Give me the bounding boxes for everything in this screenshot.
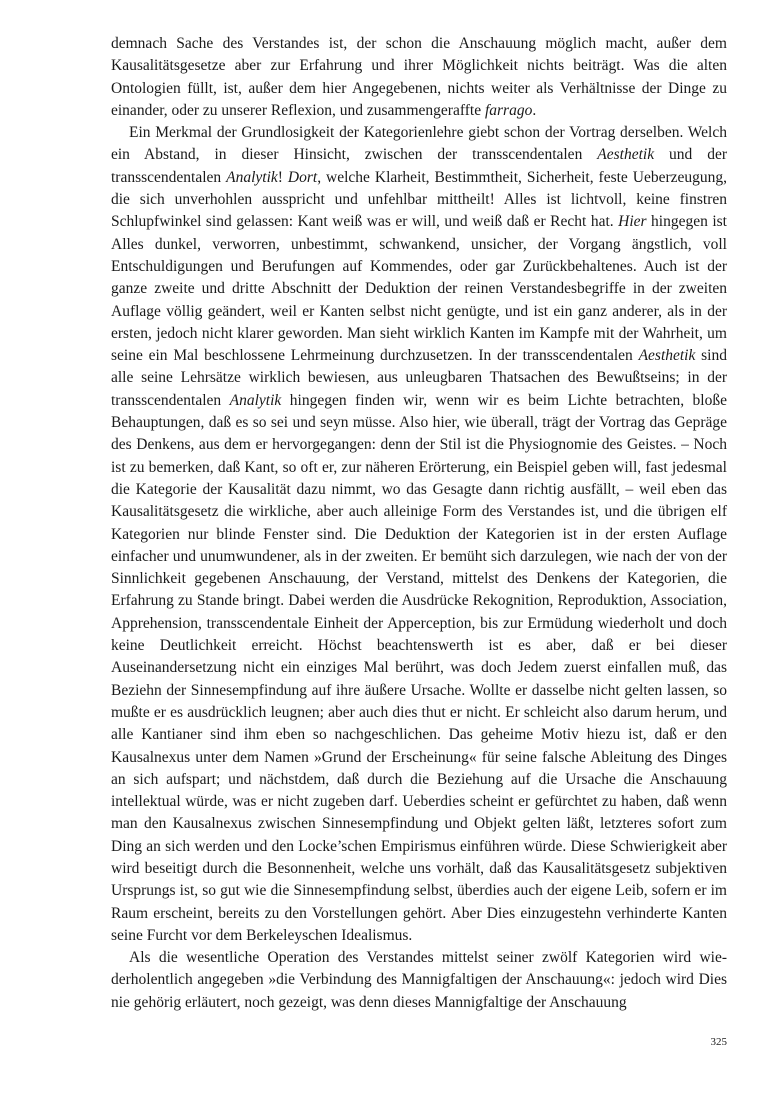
text-run: , welche Klarheit, Bestimmtheit, Sicherheit, feste Ueberzeugung, die sich unverhohlen ausspricht und unfehlbar mittheilt! Alles ist lichtvoll, keine finstren Schlupfwinkel sind gelassen: Kant weiß was er will, und weiß daß er Recht hat. <box>111 168 727 231</box>
italic-text: Aesthetik <box>597 146 655 164</box>
text-run: Als die wesentliche Operation des Verstandes mittelst seiner zwölf Kategorien wird wiederholentlich angegeben »die Verbindung des Mannigfaltigen der Anschauung«: jedoch wird Dies nie gehörig erläutert, noch gezeigt, was denn dieses Mannigfaltige der Anschauung <box>111 949 727 1011</box>
page-body <box>111 33 727 1014</box>
text-run: demnach Sache des Verstandes ist, der schon die Anschauung möglich macht, außer dem Kausalitätsgesetze aber zur Erfahrung und ihrer Möglichkeit nichts beiträgt. Was die alten Ontologien füllt, ist, außer dem hier Angegebenen, nichts weiter als Verhältnisse der Dinge zu einander, oder zu unserer Reflexion, und zusammengeraffte <box>111 35 727 119</box>
text-run: Ein Merkmal der Grundlosigkeit der Kategorienlehre giebt schon der Vortrag derselben. Welch ein Abstand, in dieser Hinsicht, zwischen der transscendentalen <box>111 124 727 164</box>
paragraph <box>111 122 727 947</box>
paragraph <box>111 33 727 122</box>
italic-text: Dort <box>287 168 318 186</box>
italic-text: Analytik <box>226 168 278 186</box>
italic-text: Analytik <box>229 391 282 409</box>
text-run: ! <box>277 168 288 186</box>
text-run: . <box>532 101 537 119</box>
italic-text: Hier <box>618 213 647 231</box>
text-run: sind alle seine Lehrsätze wirklich bewiesen, aus unleugbaren Thatsachen des Bewußtseins; in der transscendentalen <box>111 347 727 409</box>
page-number: 325 <box>710 1036 727 1048</box>
text-run: hingegen finden wir, wenn wir es beim Lichte betrachten, bloße Behauptungen, daß es so sei und seyn müsse. Also hier, wie überall, trägt der Vortrag das Gepräge des Denkens, aus dem er hervorgegangen: denn der Stil ist die Physiognomie des Geistes. – Noch ist zu bemerken, daß Kant, so oft er, zur näheren Erörterung, ein Beispiel geben will, fast jedesmal die Kategorie der Kausalität dazu nimmt, wo das Gesagte dann richtig ausfällt, – weil eben das Kausalitätsgesetz die wirkliche, aber auch alleinige Form des Verstandes ist, und die übrigen elf Kategorien nur blinde Fenster sind. Die Deduktion der Kategorien ist in der ersten Auflage einfacher und unumwundener, als in der zweiten. Er bemüht sich darzulegen, wie nach der von der Sinnlichkeit gegebenen Anschauung, der Verstand, mittelst des Denkens der Kategorien, die Erfahrung zu Stande bringt. Dabei werden die Ausdrücke Rekognition, Reproduktion, Association, Apprehension, transscendentale Einheit der Apperception, bis zur Ermüdung wiederholt und doch keine Deutlichkeit erreicht. Höchst beachtenswerth ist es aber, daß er bei dieser Auseinandersetzung nicht ein einziges Mal berührt, was doch Jedem zuerst einfallen muß, das Beziehn der Sinnesempfindung auf ihre äußere Ursache. Wollte er dasselbe nicht gelten lassen, so mußte er es ausdrücklich leugnen; aber auch dies thut er nicht. Er schleicht also darum herum, und alle Kantianer sind ihm eben so nachgeschlichen. Das geheime Motiv hiezu ist, daß er den Kausalnexus unter dem Namen »Grund der Erscheinung« für seine falsche Ableitung des Dinges an sich aufspart; und nächstdem, daß durch die Beziehung auf die Ursache die Anschauung intellektual würde, was er nicht zugeben darf. Ueberdies scheint er gefürchtet zu haben, daß wenn man den Kausalnexus zwischen Sinnesempfindung und Objekt gelten läßt, letzteres sofort zum Ding an sich werden und den Locke’schen Empirismus einführen würde. Diese Schwierigkeit aber wird beseitigt durch die Besonnenheit, welche uns vorhält, daß das Kausalitätsgesetz subjektiven Ursprungs ist, so gut wie die Sinnesempfindung selbst, überdies auch der eigene Leib, sofern er im Raum erscheint, bereits zu den Vorstellungen gehört. Aber Dies einzugestehn verhinderte Kanten seine Furcht vor dem Berkeleyschen Idealismus. <box>111 391 727 944</box>
text-run: und der transscendentalen <box>111 146 728 186</box>
italic-text: farrago <box>484 101 533 119</box>
text-run: hingegen ist Alles dunkel, verworren, unbestimmt, schwankend, unsicher, der Vorgang ängstlich, voll Entschuldigungen und Berufungen auf Kommendes, oder gar Zurückbehaltenes. Auch ist der ganze zweite und dritte Abschnitt der Deduktion der reinen Verstandesbegriffe in der zweiten Auflage völlig geändert, weil er Kanten selbst nicht genügte, und ist ein ganz anderer, als in der ersten, jedoch nicht klarer geworden. Man sieht wirklich Kanten im Kampfe mit der Wahrheit, um seine ein Mal beschlossene Lehrmeinung durchzusetzen. In der transscendentalen <box>111 213 727 365</box>
paragraph <box>111 947 727 1014</box>
italic-text: Aesthetik <box>638 347 696 365</box>
